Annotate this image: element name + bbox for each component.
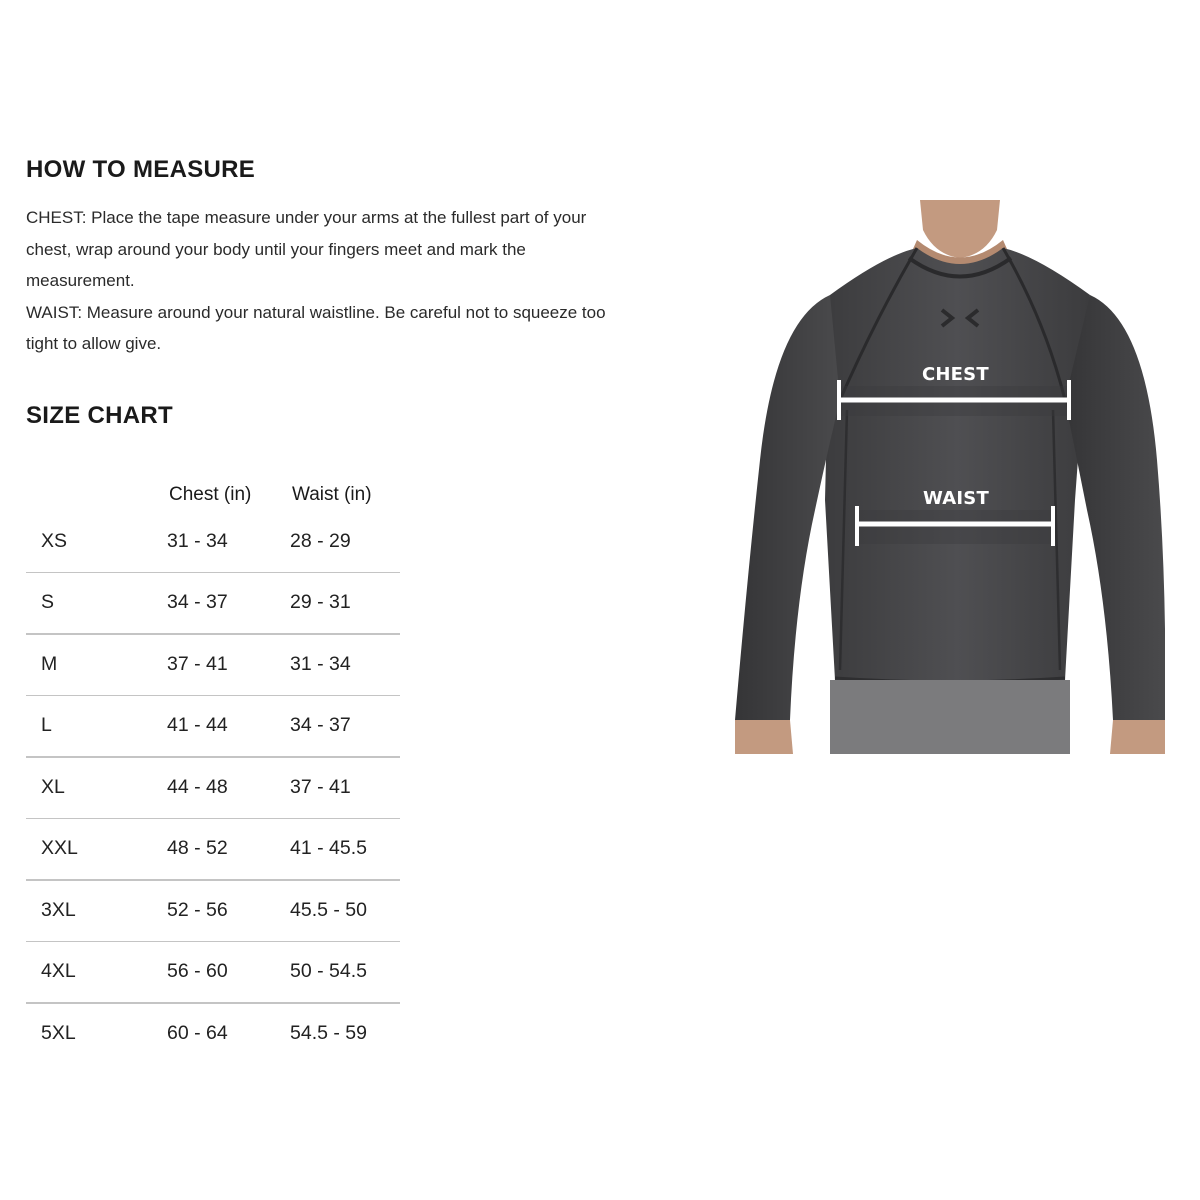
chest-cell: 60 - 64 (167, 1021, 228, 1044)
chest-cell: 34 - 37 (167, 591, 228, 613)
measure-instructions (26, 202, 626, 360)
waist-cell: 41 - 45.5 (290, 837, 367, 859)
size-cell: XS (41, 530, 68, 552)
waist-cell: 34 - 37 (290, 714, 351, 736)
size-cell: 5XL (41, 1021, 76, 1044)
size-chart-table (26, 478, 400, 1065)
size-cell: 3XL (41, 898, 76, 921)
chest-cell: 37 - 41 (167, 652, 228, 675)
size-cell: XXL (41, 837, 78, 859)
table-row (26, 514, 400, 573)
size-cell: M (41, 652, 58, 675)
waist-instruction: WAIST: Measure around your natural waistline. Be careful not to squeeze too tight to allow give. (26, 302, 606, 353)
waist-cell: 50 - 54.5 (290, 960, 367, 982)
table-row (26, 696, 400, 758)
table-row (26, 573, 400, 635)
model-illustration (735, 200, 1165, 754)
waist-cell: 54.5 - 59 (290, 1021, 367, 1044)
waist-cell: 28 - 29 (290, 530, 351, 552)
size-cell: S (41, 591, 55, 613)
waist-cell: 45.5 - 50 (290, 898, 367, 921)
table-row (26, 635, 400, 697)
model-measurement-image (735, 200, 1165, 754)
chest-cell: 56 - 60 (167, 960, 228, 982)
chest-column-header: Chest (in) (169, 484, 252, 505)
chest-cell: 52 - 56 (167, 898, 228, 921)
size-cell: L (41, 714, 52, 736)
waist-label: WAIST (923, 488, 989, 509)
waist-column-header: Waist (in) (292, 484, 372, 505)
table-header (26, 478, 400, 514)
size-cell: 4XL (41, 960, 76, 982)
chest-cell: 41 - 44 (167, 714, 228, 736)
table-row (26, 881, 400, 943)
chest-cell: 48 - 52 (167, 837, 228, 859)
table-row (26, 942, 400, 1004)
size-cell: XL (41, 775, 65, 798)
table-row (26, 758, 400, 820)
chest-cell: 44 - 48 (167, 775, 228, 798)
chest-label: CHEST (922, 364, 989, 385)
waist-cell: 37 - 41 (290, 775, 351, 798)
how-to-measure-heading: HOW TO MEASURE (26, 156, 256, 183)
table-body (26, 514, 400, 1065)
table-row (26, 1004, 400, 1066)
waist-cell: 31 - 34 (290, 652, 351, 675)
waist-cell: 29 - 31 (290, 591, 351, 613)
chest-instruction: CHEST: Place the tape measure under your arms at the fullest part of your chest, wrap around your body until your fingers meet and mark the measurement. (26, 208, 587, 290)
size-chart-heading: SIZE CHART (26, 402, 173, 429)
table-row (26, 819, 400, 881)
chest-cell: 31 - 34 (167, 530, 228, 552)
